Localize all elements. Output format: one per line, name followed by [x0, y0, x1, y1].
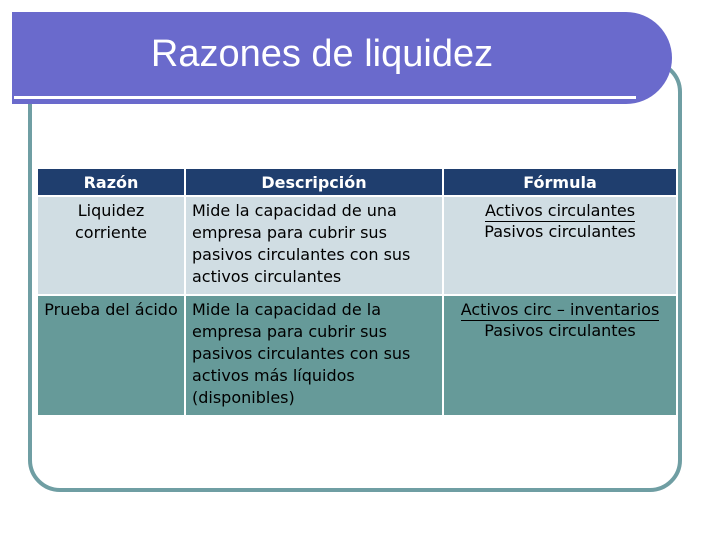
- header-razon: Razón: [38, 169, 184, 195]
- slide-title: Razones de liquidez: [150, 33, 494, 75]
- ratio-description: Mide la capacidad de una empresa para cubrir sus pasivos circulantes con sus activos circulantes: [186, 197, 442, 294]
- table-row: [38, 296, 676, 415]
- formula-denominator: Pasivos circulantes: [484, 321, 636, 340]
- ratio-description: Mide la capacidad de la empresa para cubrir sus pasivos circulantes con sus activos más líquidos (disponibles): [186, 296, 442, 415]
- ratio-formula: [444, 296, 676, 415]
- table-header-row: [38, 169, 676, 195]
- ratios-table: [36, 167, 678, 417]
- formula-denominator: Pasivos circulantes: [484, 222, 636, 241]
- ratio-name: Prueba del ácido: [38, 296, 184, 415]
- formula-numerator: Activos circulantes: [484, 201, 636, 220]
- title-underline: [14, 96, 636, 99]
- formula-numerator: Activos circ – inventarios: [460, 300, 660, 319]
- ratio-name: Liquidez corriente: [38, 197, 184, 294]
- header-formula: Fórmula: [444, 169, 676, 195]
- table-row: [38, 197, 676, 294]
- ratio-formula: [444, 197, 676, 294]
- header-descripcion: Descripción: [186, 169, 442, 195]
